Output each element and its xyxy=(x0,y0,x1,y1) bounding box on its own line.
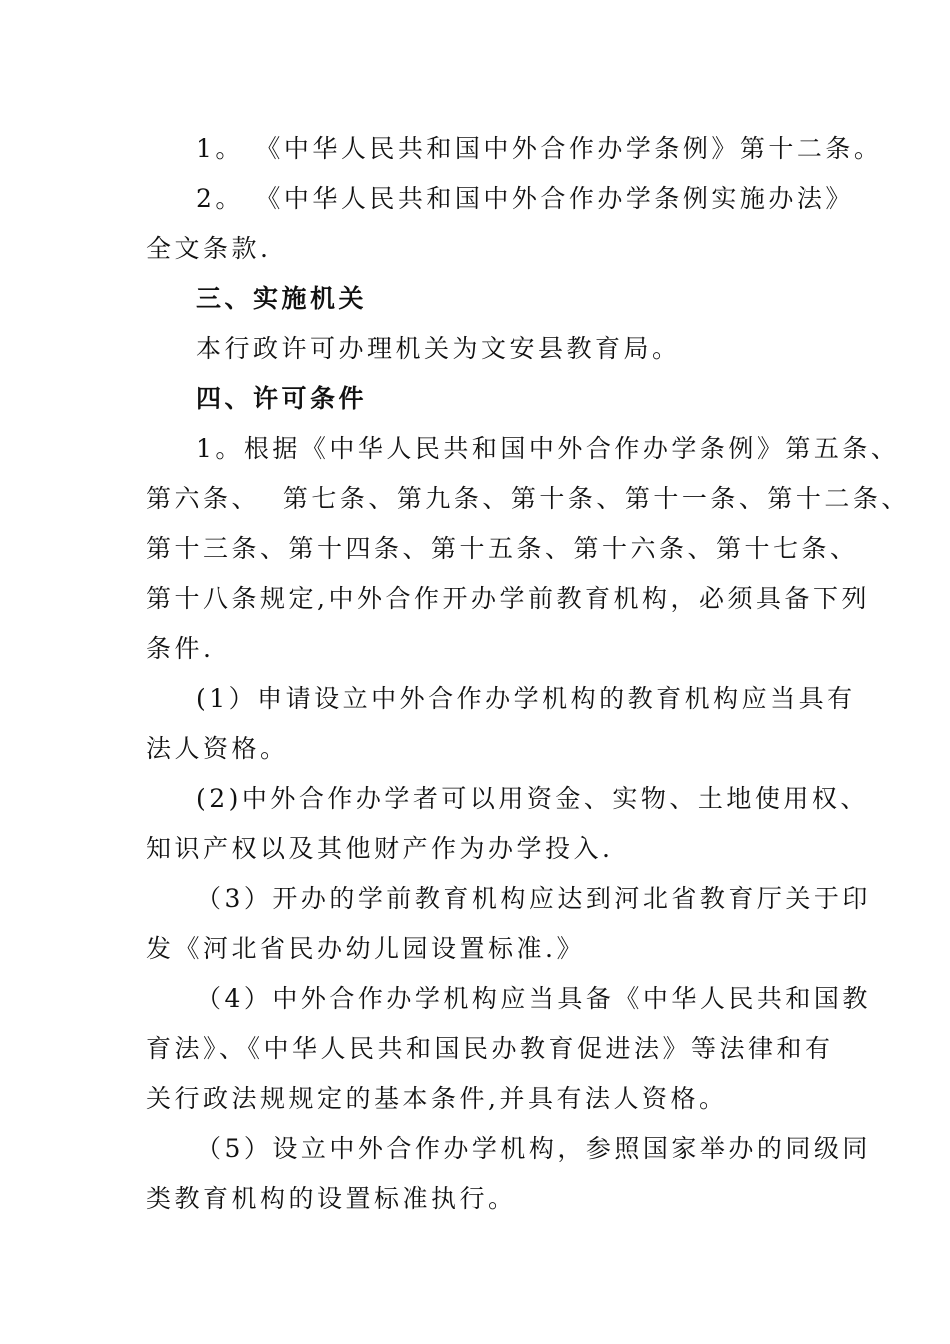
paragraph-continuation: 条件. xyxy=(146,634,215,663)
paragraph-continuation: 育法》、《中华人民共和国民办教育促进法》等法律和有 xyxy=(146,1034,834,1063)
list-item-condition-1: (1）申请设立中外合作办学机构的教育机构应当具有 xyxy=(196,684,856,713)
section-heading-implementing-authority: 三、实施机关 xyxy=(196,284,368,313)
section-heading-license-conditions: 四、许可条件 xyxy=(196,384,368,413)
paragraph-continuation: 关行政法规规定的基本条件,并具有法人资格。 xyxy=(146,1084,728,1113)
paragraph-authority: 本行政许可办理机关为文安县教育局。 xyxy=(196,334,681,363)
paragraph-continuation: 第十八条规定,中外合作开办学前教育机构，必须具备下列 xyxy=(146,584,870,613)
list-item-condition-4: （4）中外合作办学机构应当具备《中华人民共和国教 xyxy=(196,984,871,1013)
paragraph-conditions-intro: 1。根据《中华人民共和国中外合作办学条例》第五条、 xyxy=(196,434,900,463)
list-item-condition-2: (2)中外合作办学者可以用资金、实物、土地使用权、 xyxy=(196,784,869,813)
paragraph-continuation: 发《河北省民办幼儿园设置标准.》 xyxy=(146,934,585,963)
paragraph-continuation: 第十三条、第十四条、第十五条、第十六条、第十七条、 xyxy=(146,534,859,563)
paragraph-continuation: 知识产权以及其他财产作为办学投入. xyxy=(146,834,614,863)
list-item-condition-5: （5）设立中外合作办学机构，参照国家举办的同级同 xyxy=(196,1134,871,1163)
paragraph-continuation: 全文条款. xyxy=(146,234,272,263)
list-item-basis-1: 1。 《中华人民共和国中外合作办学条例》第十二条。 xyxy=(196,134,883,163)
list-item-basis-2: 2。 《中华人民共和国中外合作办学条例实施办法》 xyxy=(196,184,854,213)
paragraph-continuation: 类教育机构的设置标准执行。 xyxy=(146,1184,517,1213)
paragraph-continuation: 法人资格。 xyxy=(146,734,289,763)
paragraph-continuation: 第六条、 第七条、第九条、第十条、第十一条、第十二条、 xyxy=(146,484,910,513)
list-item-condition-3: （3）开办的学前教育机构应达到河北省教育厅关于印 xyxy=(196,884,871,913)
